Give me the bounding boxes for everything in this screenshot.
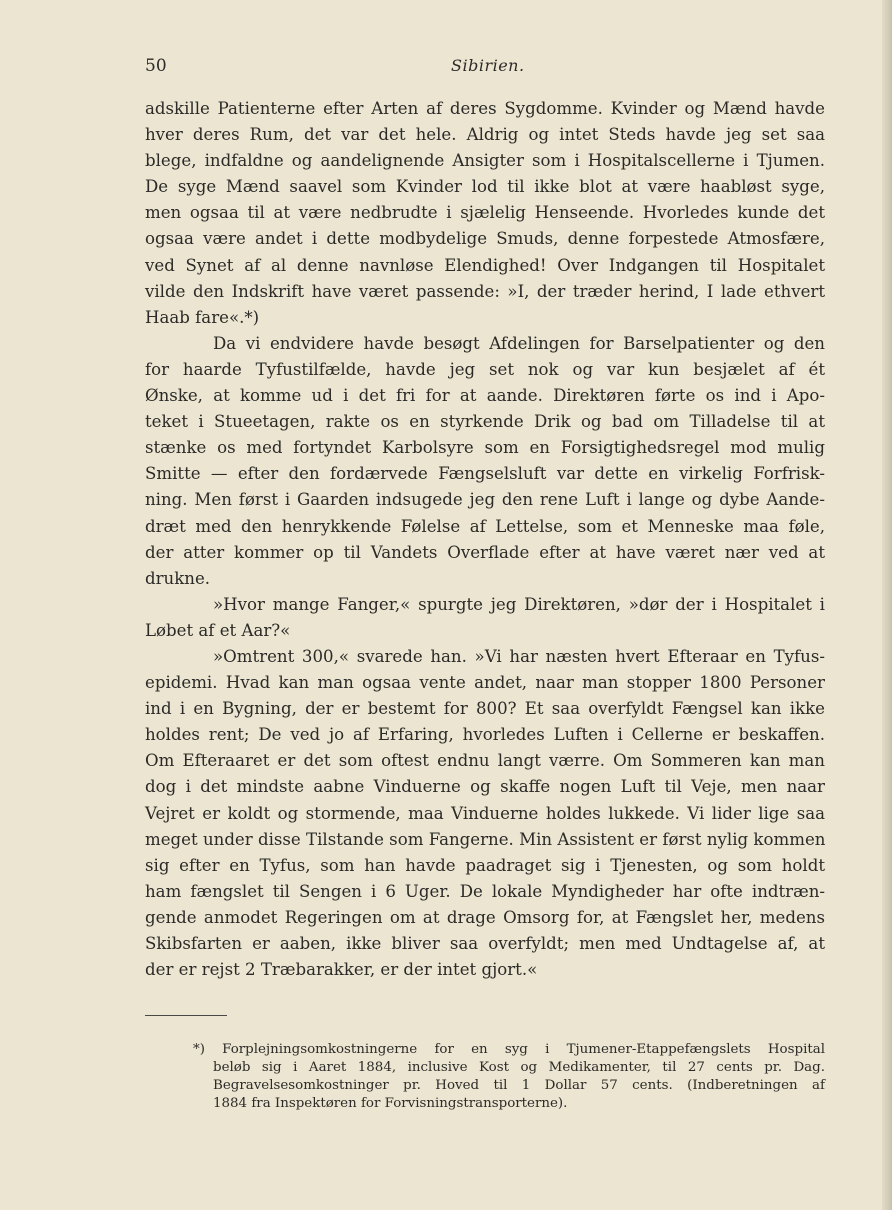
text-line: for haarde Tyfustilfælde, havde jeg set nok og var kun besjælet af ét (145, 359, 825, 379)
text-line: Om Efteraaret er det som oftest endnu langt værre. Om Sommeren kan man (145, 751, 825, 771)
text-line: De syge Mænd saavel som Kvinder lod til ikke blot at være haabløst syge, (145, 177, 825, 197)
footnote-line: *) Forplejningsomkostningerne for en syg i Tjumener-Etappefængslets Hospital (193, 1042, 825, 1057)
text-line: Ønske, at komme ud i det fri for at aande. Direktøren førte os ind i Apo- (145, 386, 825, 406)
footnote-line: Begravelsesomkostninger pr. Hoved til 1 Dollar 57 cents. (Indberetningen af (213, 1078, 825, 1093)
text-line: epidemi. Hvad kan man ogsaa vente andet, naar man stopper 1800 Personer (145, 673, 825, 693)
text-line: blege, indfaldne og aandelignende Ansigter som i Hospitalscellerne i Tjumen. (145, 151, 825, 171)
text-line: der er rejst 2 Træbarakker, er der intet gjort.« (145, 960, 538, 980)
text-line: men ogsaa til at være nedbrudte i sjælelig Henseende. Hvorledes kunde det (145, 203, 825, 223)
text-line: ind i en Bygning, der er bestemt for 800? Et saa overfyldt Fængsel kan ikke (145, 699, 825, 719)
running-title: Sibirien. (451, 56, 525, 75)
text-line: »Hvor mange Fanger,« spurgte jeg Direktøren, »dør der i Hospitalet i (213, 594, 825, 614)
text-line: sig efter en Tyfus, som han havde paadraget sig i Tjenesten, og som holdt (145, 855, 825, 875)
text-line: dog i det mindste aabne Vinduerne og skaffe nogen Luft til Veje, men naar (145, 777, 825, 797)
footnote-line: 1884 fra Inspektøren for Forvisningstransporterne). (213, 1096, 568, 1111)
page-edge (882, 0, 892, 1210)
text-line: ning. Men først i Gaarden indsugede jeg den rene Luft i lange og dybe Aande- (145, 490, 825, 510)
text-line: adskille Patienterne efter Arten af deres Sygdomme. Kvinder og Mænd havde (145, 99, 825, 118)
text-line: ogsaa være andet i dette modbydelige Smuds, denne forpestede Atmosfære, (145, 229, 825, 249)
text-line: Smitte — efter den fordærvede Fængselsluft var dette en virkelig Forfrisk- (145, 464, 825, 484)
text-line: der atter kommer op til Vandets Overflade efter at have været nær ved at (145, 542, 825, 562)
text-line: dræt med den henrykkende Følelse af Lettelse, som et Menneske maa føle, (145, 516, 825, 536)
text-line: holdes rent; De ved jo af Erfaring, hvorledes Luften i Cellerne er beskaffen. (145, 725, 825, 745)
text-line: Løbet af et Aar?« (145, 620, 291, 640)
text-line: vilde den Indskrift have været passende: »I, der træder herind, I lade ethvert (145, 281, 825, 301)
page-number: 50 (145, 56, 167, 76)
page-header (145, 54, 825, 78)
text-line: ved Synet af al denne navnløse Elendighed! Over Indgangen til Hospitalet (145, 255, 825, 275)
text-line: meget under disse Tilstande som Fangerne. Min Assistent er først nylig kommen (145, 829, 826, 849)
text-line: »Omtrent 300,« svarede han. »Vi har næsten hvert Efteraar en Tyfus- (213, 646, 825, 666)
text-line: Haab fare«.*) (145, 307, 260, 327)
text-line: Skibsfarten er aaben, ikke bliver saa overfyldt; men med Undtagelse af, at (145, 934, 825, 953)
footnote-line: beløb sig i Aaret 1884, inclusive Kost og Medikamenter, til 27 cents pr. Dag. (213, 1060, 825, 1075)
footnote-rule (145, 1015, 227, 1016)
text-line: stænke os med fortyndet Karbolsyre som en Forsigtighedsregel mod mulig (145, 438, 825, 458)
text-line: hver deres Rum, det var det hele. Aldrig og intet Steds havde jeg set saa (145, 125, 825, 145)
footnote (193, 1041, 825, 1113)
text-line: drukne. (145, 568, 211, 588)
text-line: gende anmodet Regeringen om at drage Omsorg for, at Fængslet her, medens (145, 907, 825, 927)
body-text (145, 96, 825, 983)
text-line: ham fængslet til Sengen i 6 Uger. De lokale Myndigheder har ofte indtræn- (145, 881, 825, 901)
text-line: Da vi endvidere havde besøgt Afdelingen for Barselpatienter og den (213, 333, 825, 353)
text-line: teket i Stueetagen, rakte os en styrkende Drik og bad om Tilladelse til at (145, 412, 825, 432)
text-line: Vejret er koldt og stormende, maa Vinduerne holdes lukkede. Vi lider lige saa (145, 803, 825, 823)
